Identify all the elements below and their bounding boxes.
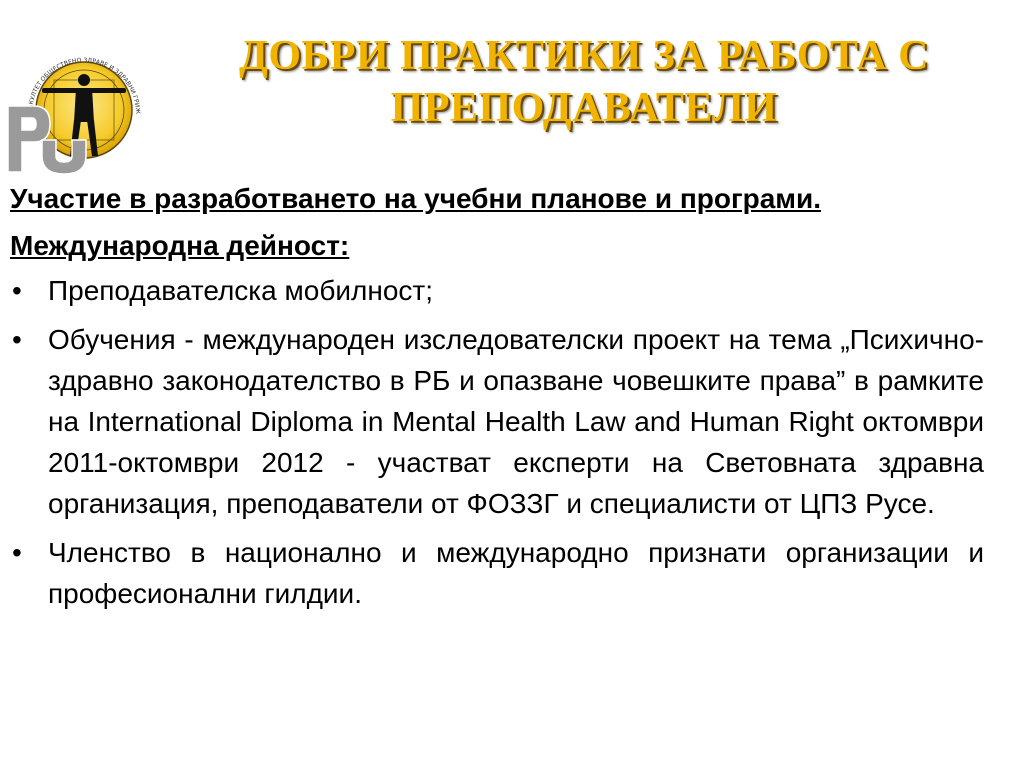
bullet-icon: •: [12, 275, 22, 306]
bullet-text: Обучения - международен изследователски проект на тема „Психично-здравно законодателство в РБ и опазване човешките права” в рамките на International Diploma in Mental Health Law and Human Right октомври 2011-октомври 2012 - участват експерти на Световната здравна организация, преподаватели от ФОЗЗГ и специалисти от ЦПЗ Русе.: [48, 324, 984, 519]
bullet-text: Членство в национално и международно признати организации и професионални гилдии.: [48, 537, 984, 609]
slide-title: ДОБРИ ПРАКТИКИ ЗА РАБОТА С ПРЕПОДАВАТЕЛИ: [238, 33, 930, 131]
list-item: [10, 270, 984, 311]
bullet-text: Преподавателска мобилност;: [48, 275, 433, 306]
list-item: [10, 532, 984, 614]
international-activity-heading: Международна дейност:: [10, 230, 350, 261]
curriculum-heading: Участие в разработването на учебни планове и програми.: [10, 183, 822, 214]
bullet-icon: •: [12, 537, 22, 568]
bullet-icon: •: [12, 324, 22, 355]
bullet-list: [10, 270, 984, 614]
faculty-logo: [2, 44, 157, 174]
faculty-logo-icon: [2, 44, 157, 174]
logo-ring-text: КУЛТЕТ ОБЩЕСТВЕНО ЗДРАВЕ И ЗДРАВНИ ГРИЖ: [27, 56, 142, 115]
list-item: [10, 319, 984, 524]
slide-body: [10, 178, 984, 622]
